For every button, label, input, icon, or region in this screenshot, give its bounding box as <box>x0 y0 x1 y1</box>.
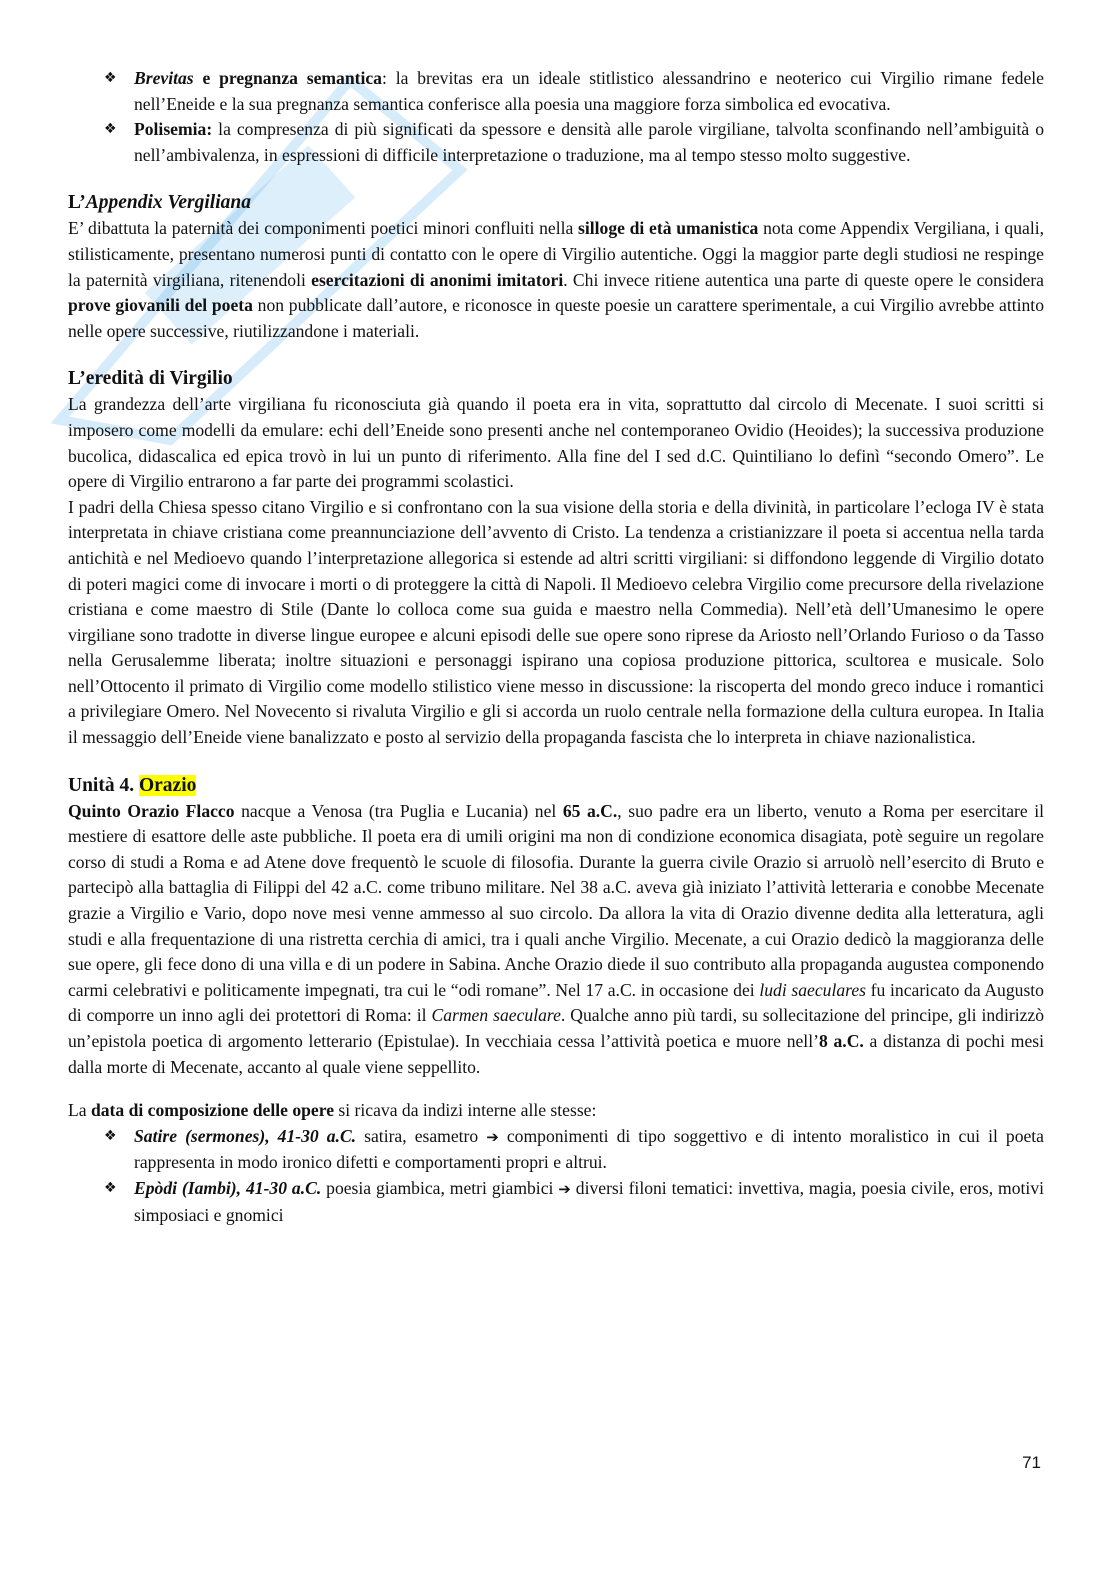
orazio-text-2: , suo padre era un liberto, venuto a Roma per esercitare il mestiere di esattore delle aste pubbliche. Il poeta era di umili origini ma non di condizione economica disagiata, potè seguire un regolare corso di studi a Roma e ad Atene dove frequentò le scuole di filosofia. Durante la guerra civile Orazio si arruolò nell’esercito di Bruto e partecipò alla battaglia di Filippi del 42 a.C. come tribuno militare. Nel 38 a.C. aveva già iniziato l’attività letteraria e conobbe Mecenate grazie a Virgilio e Vario, dopo nove mesi venne ammesso al suo circolo. Da allora la vita di Orazio divenne dedita alla letteratura, agli studi e alla frequentazione di una ristretta cerchia di amici, tra i quali anche Virgilio. Mecenate, a cui Orazio dedicò la maggioranza delle sue opere, gli fece dono di una villa e di un podere in Sabina. Anche Orazio diede il suo contributo alla propaganda augustea componendo carmi celebrativi e politicamente impegnati, tra cui le “odi romane”. Nel 17 a.C. in occasione dei <box>68 800 1044 1000</box>
appendix-text-4: non pubblicate dall’autore, e riconosce in queste poesie un carattere sperimentale, a cui Virgilio avrebbe attinto nelle opere successive, riutilizzandone i materiali. <box>68 295 1044 341</box>
appendix-heading-title: Appendix Vergiliana <box>85 192 251 214</box>
orazio-birth-year: 65 a.C. <box>562 800 618 821</box>
data-composizione-intro <box>68 1098 1044 1124</box>
eredita-heading: L’eredità di Virgilio <box>68 368 233 390</box>
orazio-text-5: a distanza di pochi mesi dalla morte di Mecenate, accanto al quale viene seppellito. <box>68 1031 1044 1077</box>
diamond-bullet-icon: ❖ <box>104 1179 117 1196</box>
work-satire <box>68 1124 1044 1176</box>
top-bullet-list <box>68 66 1044 168</box>
orazio-heading-highlight: Orazio <box>138 774 197 796</box>
epodi-title: Epòdi (Iambi), 41-30 a.C. <box>134 1177 322 1198</box>
orazio-text-4: . Qualche anno più tardi, su sollecitazione del principe, gli indirizzò un’epistola poetica di argomento letterario (Epistulae). In vecchiaia cessa l’attività poetica e muore nell’ <box>68 1005 1044 1051</box>
satire-title: Satire (sermones), 41-30 a.C. <box>134 1125 357 1146</box>
data-intro-bold: data di composizione delle opere <box>90 1100 335 1121</box>
page-content <box>68 66 1044 1228</box>
bullet-brevitas <box>68 66 1044 117</box>
satire-form: satira, esametro <box>356 1125 487 1146</box>
page-number: 71 <box>1022 1453 1041 1472</box>
pregnanza-label: e pregnanza semantica <box>193 68 382 88</box>
epodi-form: poesia giambica, metri giambici <box>321 1177 559 1198</box>
orazio-death-year: 8 a.C. <box>818 1031 864 1051</box>
appendix-heading <box>68 190 1044 216</box>
appendix-heading-prefix: L’ <box>68 192 86 214</box>
orazio-biography <box>68 799 1044 1081</box>
orazio-heading-prefix: Unità 4. <box>68 774 139 796</box>
orazio-text-1: nacque a Venosa (tra Puglia e Lucania) nel <box>234 800 563 821</box>
eredita-paragraph-1: La grandezza dell’arte virgiliana fu riconosciuta già quando il poeta era in vita, soprattutto dal circolo di Mecenate. I suoi scritti si imposero come modelli da emulare: echi dell’Eneide sono presenti anche nel contemporaneo Ovidio (Heoides); la successiva produzione bucolica, didascalica ed epica trovò in lui un punto di riferimento. Alla fine del I sed d.C. Quintiliano lo definì “secondo Omero”. Le opere di Virgilio entrarono a far parte dei programmi scolastici. <box>68 394 1044 492</box>
right-arrow-icon: ➔ <box>486 1127 499 1146</box>
orazio-heading <box>68 773 1044 799</box>
brevitas-text: : la brevitas era un ideale stitlistico alessandrino e neoterico cui Virgilio rimane fedele nell’Eneide e la sua pregnanza semantica conferisce alla poesia una maggiore forza simbolica ed evocativa. <box>134 68 1044 114</box>
diamond-bullet-icon: ❖ <box>104 1127 117 1144</box>
appendix-paragraph <box>68 216 1044 344</box>
diamond-bullet-icon: ❖ <box>104 70 117 86</box>
polisemia-text: la compresenza di più significati da spessore e densità alle parole virgiliane, talvolta sconfinando nell’ambiguità o nell’ambivalenza, in espressioni di difficile interpretazione o traduzione, ma al tempo stesso molto suggestive. <box>134 119 1044 165</box>
polisemia-label: Polisemia: <box>134 119 213 140</box>
data-intro-pre: La <box>68 1100 91 1121</box>
appendix-bold-1: silloge di età umanistica <box>578 218 759 239</box>
ludi-saeculares: ludi saeculares <box>759 979 866 1000</box>
appendix-text-3: . Chi invece ritiene autentica una parte di queste opere le considera <box>563 269 1044 290</box>
orazio-full-name: Quinto Orazio Flacco <box>68 800 235 821</box>
appendix-bold-3: prove giovanili del poeta <box>68 295 253 316</box>
eredita-paragraph-2: I padri della Chiesa spesso citano Virgilio e si confrontano con la sua visione della storia e della divinità, in particolare l’ecloga IV è stata interpretata in chiave cristiana come preannunciazione dell’avvento di Cristo. La tendenza a cristianizzare il poeta si accentua nella tarda antichità e nel Medioevo quando l’interpretazione allegorica si estende ad altri scritti virgiliani: si diffondono leggende di Virgilio dotato di poteri magici come di invocare i morti o di proteggere la città di Napoli. Il Medioevo celebra Virgilio come precursore della rivelazione cristiana e come maestro di Stile (Dante lo colloca come sua guida e maestro nella Commedia). Nell’età dell’Umanesimo le opere virgiliane sono tradotte in diverse lingue europee e alcuni episodi delle sue opere sono riprese da Ariosto nell’Orlando Furioso o da Tasso nella Gerusalemme liberata; inoltre situazioni e personaggi ispirano una copiosa produzione pittorica, scultorea e musicale. Solo nell’Ottocento il primato di Virgilio come modello stilistico viene messo in discussione: la riscoperta del mondo greco induce i romantici a privilegiare Omero. Nel Novecento si rivaluta Virgilio e gli si accorda un ruolo centrale nella formazione della cultura europea. In Italia il messaggio dell’Eneide viene banalizzato e posto al servizio della propaganda fascista che lo interpreta in chiave nazionalistica. <box>68 496 1044 748</box>
right-arrow-icon: ➔ <box>558 1179 571 1198</box>
works-bullet-list <box>68 1124 1044 1228</box>
work-epodi <box>68 1176 1044 1228</box>
data-intro-post: si ricava da indizi interne alle stesse: <box>334 1100 597 1121</box>
brevitas-label: Brevitas <box>134 68 194 88</box>
epodi-description: diversi filoni tematici: invettiva, magia, poesia civile, eros, motivi simposiaci e gnomici <box>134 1177 1045 1225</box>
diamond-bullet-icon: ❖ <box>104 121 117 138</box>
satire-description: componimenti di tipo soggettivo e di intento moralistico in cui il poeta rappresenta in modo ironico difetti e comportamenti propri e altrui. <box>134 1125 1044 1173</box>
appendix-text-1: E’ dibattuta la paternità dei componimenti poetici minori confluiti nella <box>68 218 579 239</box>
orazio-text-3: fu incaricato da Augusto di comporre un inno agli dei protettori di Roma: il <box>68 979 1044 1026</box>
bullet-polisemia <box>68 117 1044 168</box>
appendix-text-2: nota come Appendix Vergiliana, i quali, stilisticamente, presentano numerosi punti di contatto con le opere di Virgilio autentiche. Oggi la maggior parte degli studiosi ne respinge la paternità virgiliana, ritenendoli <box>68 218 1044 290</box>
carmen-saeculare: Carmen saeculare <box>431 1005 561 1026</box>
appendix-bold-2: esercitazioni di anonimi imitatori <box>311 269 564 290</box>
